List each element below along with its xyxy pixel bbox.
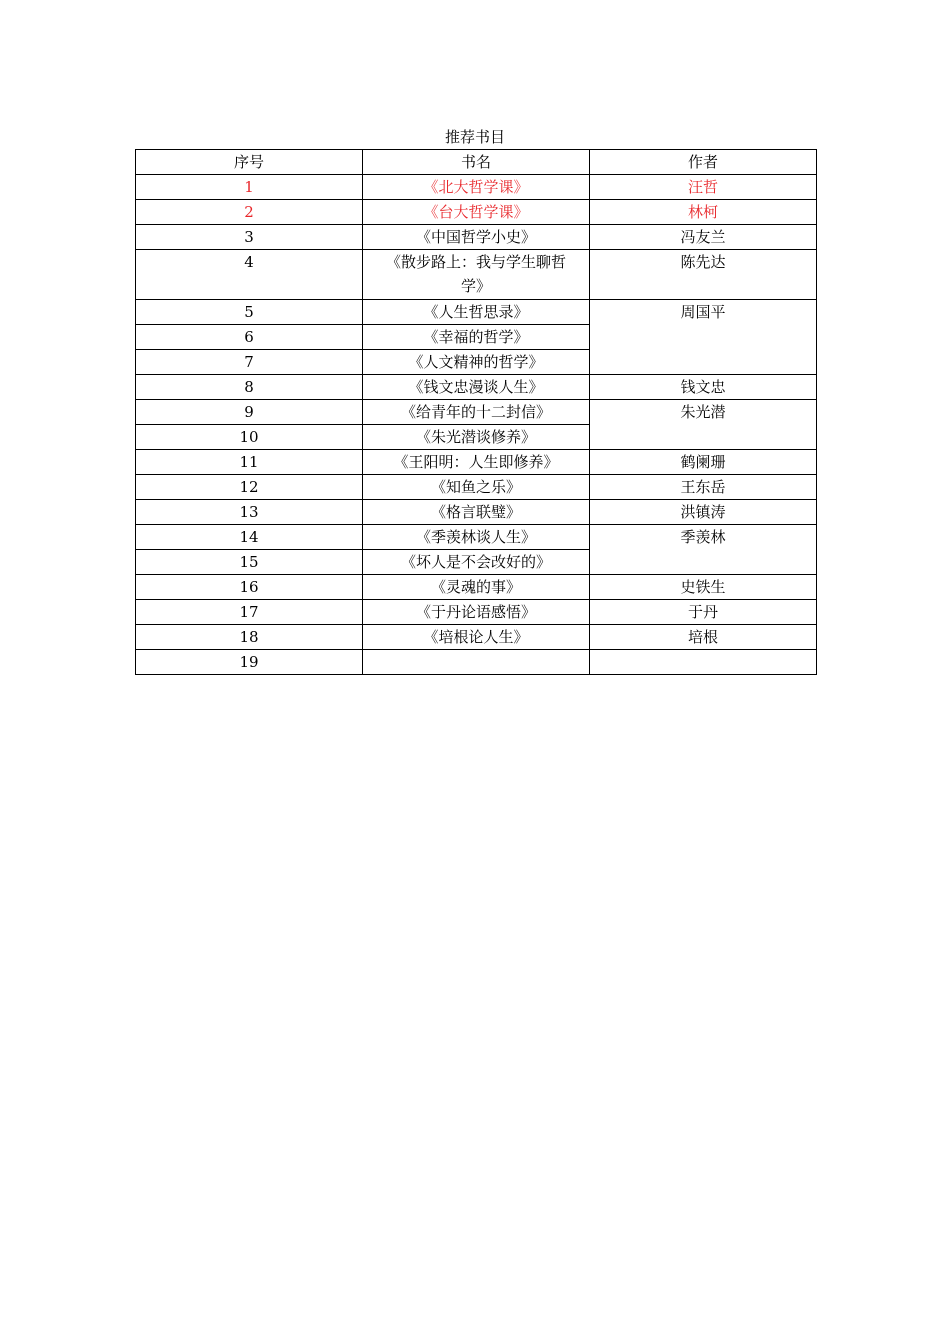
table-row [136,525,817,550]
table-row [136,575,817,600]
row-index: 11 [136,450,363,475]
row-index: 14 [136,525,363,550]
table-row [136,250,817,300]
row-book: 《中国哲学小史》 [363,225,590,250]
row-index: 16 [136,575,363,600]
row-book: 《北大哲学课》 [363,175,590,200]
row-index: 19 [136,650,363,675]
row-index: 12 [136,475,363,500]
table-row [136,225,817,250]
table-row [136,400,817,425]
row-index: 9 [136,400,363,425]
row-book: 《季羡林谈人生》 [363,525,590,550]
table-row [136,450,817,475]
row-book: 《于丹论语感悟》 [363,600,590,625]
row-book: 《人生哲思录》 [363,300,590,325]
row-book: 《幸福的哲学》 [363,325,590,350]
row-author: 培根 [590,625,817,650]
book-list-table [135,149,817,675]
row-author: 周国平 [590,300,817,375]
row-book: 《钱文忠漫谈人生》 [363,375,590,400]
row-author: 朱光潜 [590,400,817,450]
row-author [590,650,817,675]
row-index: 3 [136,225,363,250]
row-author: 洪镇涛 [590,500,817,525]
header-author: 作者 [590,150,817,175]
row-index: 18 [136,625,363,650]
row-book: 《知鱼之乐》 [363,475,590,500]
table-row [136,375,817,400]
table-row [136,475,817,500]
row-book: 《朱光潜谈修养》 [363,425,590,450]
row-index: 7 [136,350,363,375]
row-index: 1 [136,175,363,200]
row-author: 钱文忠 [590,375,817,400]
row-book-text: 《散步路上：我与学生聊哲学》 [385,253,566,295]
row-book: 《给青年的十二封信》 [363,400,590,425]
table-row [136,650,817,675]
header-index: 序号 [136,150,363,175]
row-author: 汪哲 [590,175,817,200]
row-index: 17 [136,600,363,625]
table-row [136,600,817,625]
header-book: 书名 [363,150,590,175]
row-book [363,250,590,300]
table-row [136,200,817,225]
row-index: 2 [136,200,363,225]
row-author: 陈先达 [590,250,817,300]
row-book: 《灵魂的事》 [363,575,590,600]
row-book: 《台大哲学课》 [363,200,590,225]
page-title: 推荐书目 [444,128,505,146]
row-index: 13 [136,500,363,525]
row-index: 4 [136,250,363,300]
row-index: 10 [136,425,363,450]
row-index: 6 [136,325,363,350]
row-book: 《王阳明：人生即修养》 [363,450,590,475]
row-author: 史铁生 [590,575,817,600]
row-index: 8 [136,375,363,400]
row-index: 5 [136,300,363,325]
row-author: 鹤阑珊 [590,450,817,475]
row-author: 王东岳 [590,475,817,500]
table-header-row [136,150,817,175]
table-row [136,625,817,650]
table-row [136,300,817,325]
row-author: 季羡林 [590,525,817,575]
table-row [136,175,817,200]
row-book [363,650,590,675]
row-index: 15 [136,550,363,575]
row-book: 《坏人是不会改好的》 [363,550,590,575]
row-author: 于丹 [590,600,817,625]
row-book: 《人文精神的哲学》 [363,350,590,375]
row-author: 冯友兰 [590,225,817,250]
row-book: 《格言联璧》 [363,500,590,525]
row-book: 《培根论人生》 [363,625,590,650]
table-row [136,500,817,525]
row-author: 林柯 [590,200,817,225]
